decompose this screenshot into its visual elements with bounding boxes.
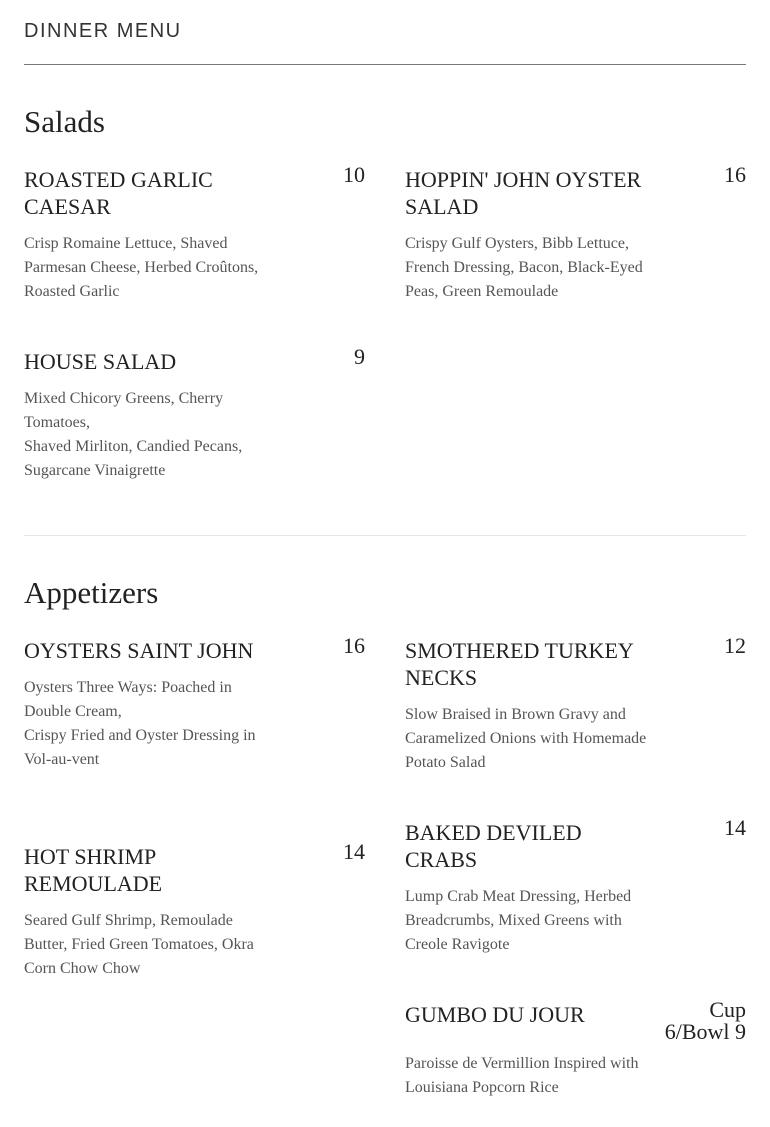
- item-price: 12: [724, 633, 746, 658]
- menu-item: [405, 815, 746, 957]
- item-description: Crisp Romaine Lettuce, Shaved Parmesan Cheese, Herbed Croûtons, Roasted Garlic: [24, 235, 259, 300]
- section-title-salads: Salads: [24, 104, 105, 139]
- item-name: HOT SHRIMP REMOULADE: [24, 844, 163, 896]
- item-price: 14: [724, 815, 746, 840]
- item-name: ROASTED GARLIC CAESAR: [24, 167, 213, 219]
- item-description: Seared Gulf Shrimp, Remoulade Butter, Fried Green Tomatoes, Okra Corn Chow Chow: [24, 912, 254, 977]
- menu-item: [405, 997, 746, 1100]
- item-name: OYSTERS SAINT JOHN: [24, 638, 254, 663]
- section-divider: [24, 535, 746, 536]
- item-price: 9: [354, 344, 365, 369]
- item-name: SMOTHERED TURKEY NECKS: [405, 638, 633, 690]
- item-price: 16: [724, 162, 746, 187]
- menu-item: [24, 839, 365, 981]
- menu-item: [24, 344, 365, 483]
- item-description: Paroisse de Vermillion Inspired with Louisiana Popcorn Rice: [405, 1055, 639, 1096]
- item-price: Cup 6/Bowl 9: [664, 997, 746, 1044]
- item-description: Lump Crab Meat Dressing, Herbed Breadcrumbs, Mixed Greens with Creole Ravigote: [405, 888, 632, 953]
- item-price: 10: [343, 162, 365, 187]
- menu-item: [405, 162, 746, 304]
- menu-item: [24, 162, 365, 304]
- section-title-appetizers: Appetizers: [24, 575, 159, 610]
- item-name: GUMBO DU JOUR: [405, 1002, 585, 1027]
- item-name: HOUSE SALAD: [24, 349, 177, 374]
- menu-title: DINNER MENU: [24, 20, 182, 42]
- item-price: 14: [343, 839, 365, 864]
- header-divider: [24, 64, 746, 65]
- menu-item: [24, 633, 365, 772]
- item-name: HOPPIN' JOHN OYSTER SALAD: [405, 167, 642, 219]
- item-description: Crispy Gulf Oysters, Bibb Lettuce, French Dressing, Bacon, Black-Eyed Peas, Green Remoulade: [405, 235, 643, 300]
- item-description: Oysters Three Ways: Poached in Double Cream, Crispy Fried and Oyster Dressing in Vol-au-vent: [24, 679, 256, 768]
- menu-item: [405, 633, 746, 775]
- item-price: 16: [343, 633, 365, 658]
- item-name: BAKED DEVILED CRABS: [405, 820, 582, 872]
- item-description: Slow Braised in Brown Gravy and Caramelized Onions with Homemade Potato Salad: [405, 706, 647, 771]
- item-description: Mixed Chicory Greens, Cherry Tomatoes, Shaved Mirliton, Candied Pecans, Sugarcane Vinaigrette: [24, 390, 243, 479]
